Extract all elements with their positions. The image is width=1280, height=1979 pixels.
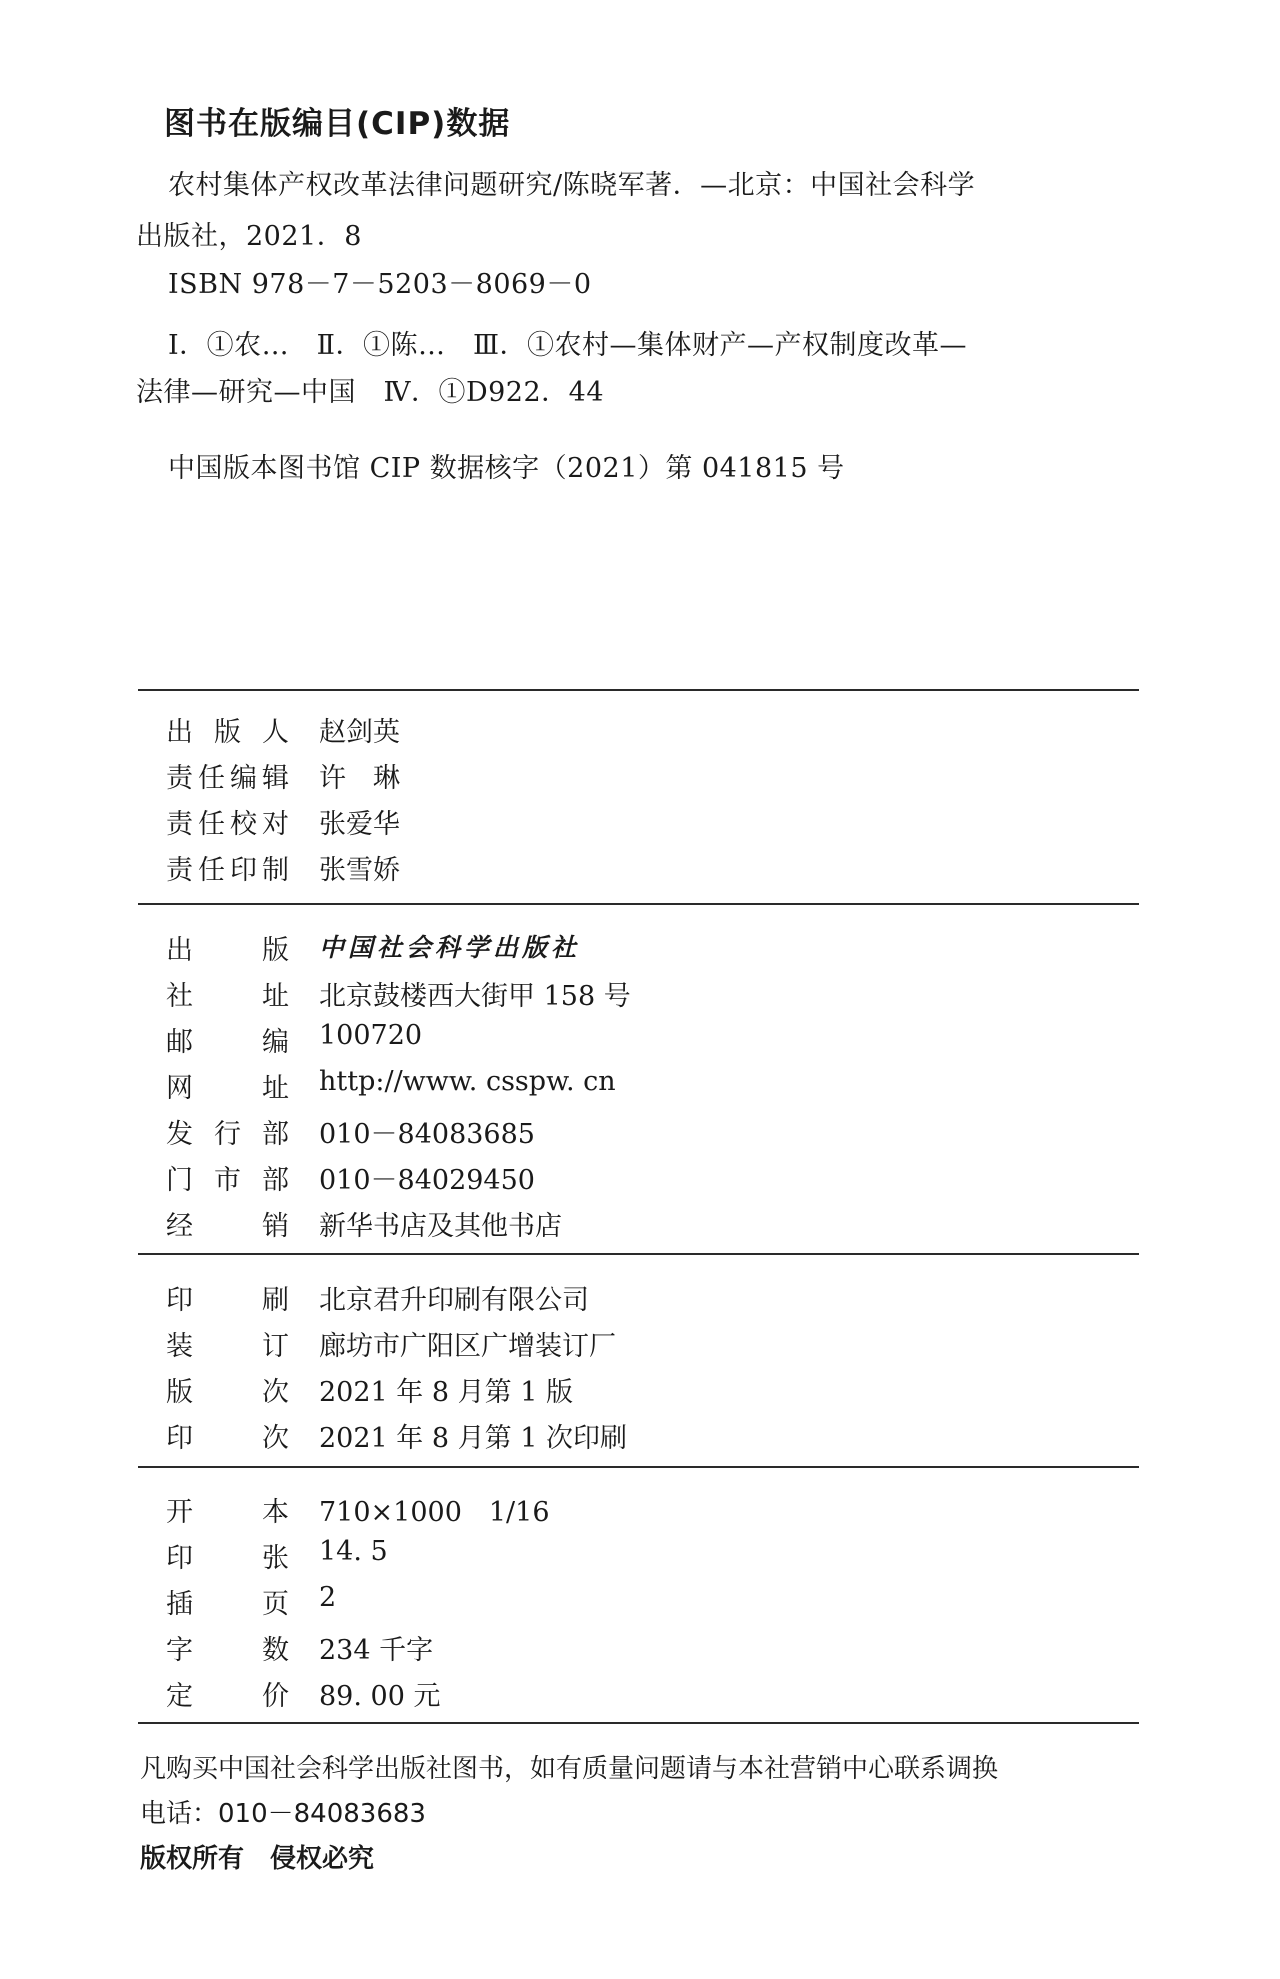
row-label (166, 1066, 289, 1105)
row-value: 14. 5 (319, 1536, 388, 1567)
row-label-char: 制 (262, 855, 289, 886)
divider-rule (138, 689, 1139, 691)
row-value: 89. 00 元 (319, 1681, 441, 1712)
row-label-char: 对 (262, 809, 289, 840)
row-label-char: 销 (262, 1211, 289, 1242)
row-label-char: 价 (262, 1681, 289, 1712)
row-label-char: 社 (166, 981, 193, 1012)
row-label-char: 经 (166, 1211, 193, 1242)
row-label (166, 928, 289, 967)
row-value: 100720 (319, 1020, 423, 1051)
row-label-char: 数 (262, 1635, 289, 1666)
row-label (166, 710, 289, 749)
row-value: 张爱华 (319, 809, 400, 840)
row-label-char: 次 (262, 1377, 289, 1408)
row-label-char: 印 (230, 855, 257, 886)
row-value: 2 (319, 1582, 337, 1613)
row-label-char: 址 (262, 1073, 289, 1104)
row-label-char: 次 (262, 1423, 289, 1454)
row-value: 廊坊市广阳区广增装订厂 (319, 1331, 616, 1362)
cip-classification-line-1: Ⅰ．①农… Ⅱ．①陈… Ⅲ．①农村—集体财产—产权制度改革— (168, 330, 968, 361)
row-label-char: 任 (198, 855, 225, 886)
cip-title-line-2: 出版社，2021．8 (136, 221, 362, 252)
row-label-char: 页 (262, 1589, 289, 1620)
row-label-char: 责 (166, 763, 193, 794)
row-label-char: 出 (166, 935, 193, 966)
row-value: 710×1000 1/16 (319, 1497, 550, 1528)
row-label-char: 刷 (262, 1285, 289, 1316)
row-label-char: 版 (166, 1377, 193, 1408)
row-label-char: 市 (214, 1165, 241, 1196)
row-label-char: 部 (262, 1119, 289, 1150)
notice-phone: 电话：010－84083683 (140, 1799, 426, 1829)
notice-line: 凡购买中国社会科学出版社图书，如有质量问题请与本社营销中心联系调换 (140, 1754, 999, 1784)
row-label (166, 1674, 289, 1713)
row-value: 北京鼓楼西大街甲 158 号 (319, 981, 631, 1012)
row-label-char: 版 (214, 717, 241, 748)
row-label-char: 部 (262, 1165, 289, 1196)
row-label (166, 1370, 289, 1409)
publisher-logotype: 中国社会科学出版社 (319, 933, 581, 962)
row-label-char: 责 (166, 809, 193, 840)
divider-rule (138, 1466, 1139, 1468)
row-label-char: 印 (166, 1423, 193, 1454)
row-label-char: 辑 (262, 763, 289, 794)
row-label-char: 人 (262, 717, 289, 748)
cip-verification-number: 中国版本图书馆 CIP 数据核字（2021）第 041815 号 (168, 453, 845, 484)
row-label (166, 1020, 289, 1059)
divider-rule (138, 903, 1139, 905)
row-label (166, 1536, 289, 1575)
row-label (166, 1278, 289, 1317)
row-label-char: 编 (262, 1027, 289, 1058)
row-label-char: 发 (166, 1119, 193, 1150)
row-label-char: 址 (262, 981, 289, 1012)
row-label (166, 802, 289, 841)
row-label (166, 1628, 289, 1667)
row-label-char: 本 (262, 1497, 289, 1528)
row-value: 新华书店及其他书店 (319, 1211, 562, 1242)
row-label-char: 插 (166, 1589, 193, 1620)
row-label-char: 印 (166, 1543, 193, 1574)
row-label (166, 1416, 289, 1455)
row-label (166, 1490, 289, 1529)
row-label-char: 装 (166, 1331, 193, 1362)
row-value: 234 千字 (319, 1635, 434, 1666)
row-label-char: 印 (166, 1285, 193, 1316)
row-label-char: 校 (230, 809, 257, 840)
row-value: 2021 年 8 月第 1 次印刷 (319, 1423, 627, 1454)
row-label-char: 编 (230, 763, 257, 794)
row-label (166, 848, 289, 887)
row-value: 赵剑英 (319, 717, 400, 748)
row-value: 2021 年 8 月第 1 版 (319, 1377, 573, 1408)
row-label (166, 1112, 289, 1151)
row-label-char: 行 (214, 1119, 241, 1150)
row-label-char: 责 (166, 855, 193, 886)
row-label-char: 网 (166, 1073, 193, 1104)
row-label-char: 开 (166, 1497, 193, 1528)
row-label-char: 任 (198, 763, 225, 794)
row-value: http://www. csspw. cn (319, 1066, 616, 1097)
row-label (166, 1324, 289, 1363)
row-label (166, 1158, 289, 1197)
divider-rule (138, 1722, 1139, 1724)
cip-title-line-1: 农村集体产权改革法律问题研究/陈晓军著．—北京：中国社会科学 (168, 170, 976, 201)
row-label-char: 张 (262, 1543, 289, 1574)
row-label-char: 门 (166, 1165, 193, 1196)
row-value: 010－84083685 (319, 1119, 535, 1150)
row-label-char: 定 (166, 1681, 193, 1712)
row-label (166, 1204, 289, 1243)
cip-heading: 图书在版编目(CIP)数据 (164, 106, 511, 142)
row-label-char: 任 (198, 809, 225, 840)
row-label (166, 756, 289, 795)
row-label-char: 订 (262, 1331, 289, 1362)
row-value: 北京君升印刷有限公司 (319, 1285, 589, 1316)
row-value: 许 琳 (319, 763, 400, 794)
cip-isbn: ISBN 978－7－5203－8069－0 (168, 269, 592, 300)
divider-rule (138, 1253, 1139, 1255)
row-value: 010－84029450 (319, 1165, 535, 1196)
row-label-char: 出 (166, 717, 193, 748)
row-label (166, 1582, 289, 1621)
row-label-char: 版 (262, 935, 289, 966)
row-value: 张雪娇 (319, 855, 400, 886)
cip-classification-line-2: 法律—研究—中国 Ⅳ．①D922．44 (136, 377, 605, 408)
row-label-char: 邮 (166, 1027, 193, 1058)
copyright-notice: 版权所有 侵权必究 (140, 1844, 375, 1874)
row-label-char: 字 (166, 1635, 193, 1666)
row-label (166, 974, 289, 1013)
